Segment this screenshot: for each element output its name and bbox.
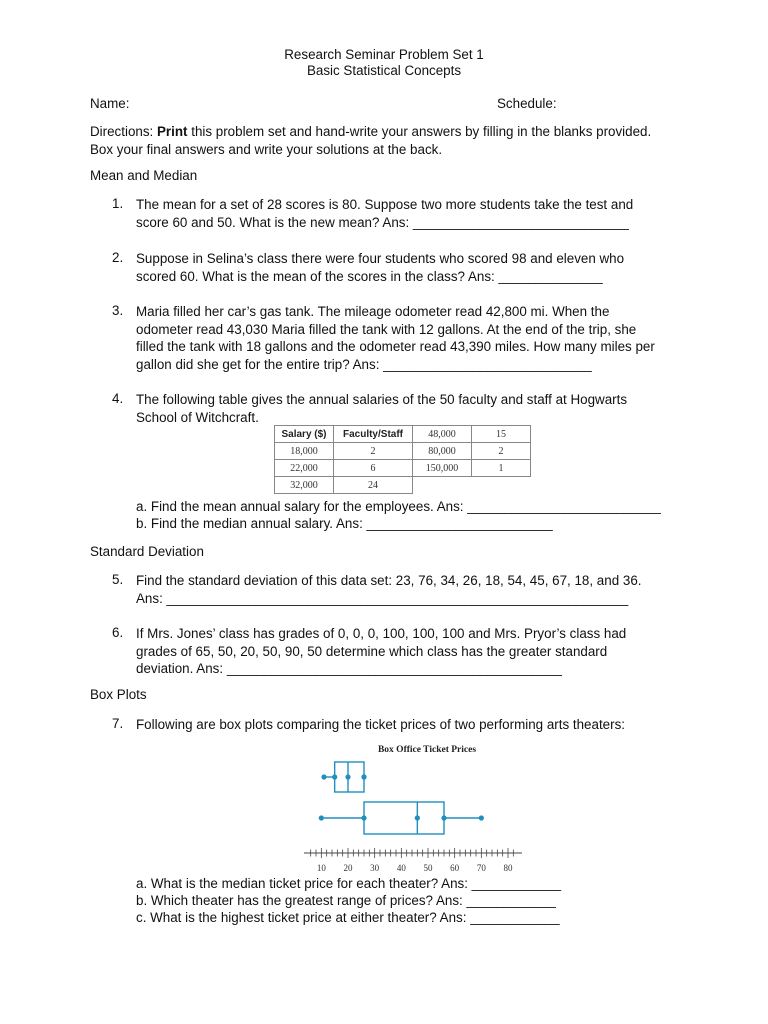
question-number: 3. [112,303,124,318]
question-4b: b. Find the median annual salary. Ans: _________________________ [136,516,553,531]
x-tick-label: 60 [450,863,460,873]
x-tick-label: 10 [316,863,326,873]
directions-lead: Directions: [90,124,157,139]
box-plot-chart [300,738,530,876]
table-header-faculty-staff: Faculty/Staff [334,426,413,443]
table-cell: 150,000 [413,460,472,477]
directions [90,123,690,158]
question-line: odometer read 43,030 Maria filled the tank with 12 gallons. At the end of the trip, she [136,321,637,337]
question-line: scored 60. What is the mean of the scores in the class? Ans: ______________ [136,268,603,284]
question-line: The following table gives the annual salaries of the 50 faculty and staff at Hogwarts [136,392,628,407]
table-cell: 80,000 [413,443,472,460]
question-line: If Mrs. Jones’ class has grades of 0, 0, 0, 100, 100, 100 and Mrs. Pryor’s class had [136,626,627,641]
x-tick-label: 20 [343,863,353,873]
question-number: 1. [112,196,124,211]
question-line: Maria filled her car’s gas tank. The mileage odometer read 42,800 mi. When the [136,304,610,319]
table-cell: 15 [472,426,531,443]
table-cell: 18,000 [275,443,334,460]
directions-line1: this problem set and hand-write your answers by filling in the blanks provided. [187,124,652,139]
section-mean-median: Mean and Median [90,168,198,183]
x-tick-label: 40 [396,863,406,873]
question-line: filled the tank with 18 gallons and the odometer read 43,390 miles. How many miles per [136,339,655,354]
question-number: 4. [112,391,124,406]
question-line: gallon did she get for the entire trip? Ans: ____________________________ [136,356,592,372]
question-7a: a. What is the median ticket price for each theater? Ans: ____________ [136,876,562,891]
point-q1 [361,815,366,820]
question-7b: b. Which theater has the greatest range of prices? Ans: ____________ [136,893,556,908]
table-cell: 22,000 [275,460,334,477]
point-min [319,815,324,820]
directions-bold-print: Print [156,124,188,139]
table-cell: 2 [472,443,531,460]
question-line: Find the standard deviation of this data set: 23, 76, 34, 26, 18, 54, 45, 67, 18, and 36. [136,573,642,588]
x-tick-label: 70 [476,863,486,873]
question-line: Ans: ______________________________________________________________ [136,590,629,606]
question-line: score 60 and 50. What is the new mean? Ans: _____________________________ [136,214,629,230]
table-row [275,477,531,494]
point-max [361,774,366,779]
table-cell: 6 [334,460,413,477]
point-median [345,774,350,779]
box-plot-2 [319,802,484,834]
question-line: The mean for a set of 28 scores is 80. Suppose two more students take the test and [136,197,634,212]
point-max [479,815,484,820]
table-cell: 48,000 [413,426,472,443]
page-subtitle: Basic Statistical Concepts [306,63,462,78]
table-cell: 32,000 [275,477,334,494]
x-tick-label: 50 [423,863,433,873]
schedule-label: Schedule: [497,96,557,111]
name-label: Name: [90,96,130,111]
question-line: deviation. Ans: _____________________________________________ [136,661,562,676]
table-cell-empty [472,477,531,494]
x-tick-label: 30 [370,863,380,873]
point-min [321,774,326,779]
section-box-plots: Box Plots [90,687,147,702]
table-cell: 24 [334,477,413,494]
table-cell: 1 [472,460,531,477]
page-title: Research Seminar Problem Set 1 [284,47,484,62]
question-line: School of Witchcraft. [136,409,259,425]
point-median [415,815,420,820]
table-cell: 2 [334,443,413,460]
question-line: Suppose in Selina’s class there were four students who scored 98 and eleven who [136,251,625,266]
section-standard-deviation: Standard Deviation [90,544,204,559]
x-tick-label: 80 [503,863,513,873]
question-4a: a. Find the mean annual salary for the employees. Ans: __________________________ [136,499,661,514]
directions-line2: Box your final answers and write your solutions at the back. [90,141,443,157]
table-header-row [275,426,531,443]
chart-title: Box Office Ticket Prices [377,745,477,755]
point-q1 [332,774,337,779]
question-number: 7. [112,716,124,731]
question-number: 5. [112,572,124,587]
question-7c: c. What is the highest ticket price at either theater? Ans: ____________ [136,910,560,925]
table-header-salary: Salary ($) [275,426,334,443]
question-line: grades of 65, 50, 20, 50, 90, 50 determine which class has the greater standard [136,643,608,659]
question-number: 6. [112,625,124,640]
table-row [275,443,531,460]
question-number: 2. [112,250,124,265]
question-line: Following are box plots comparing the ticket prices of two performing arts theaters: [136,717,625,732]
point-q3 [441,815,446,820]
box [364,802,444,834]
salary-table [274,425,531,494]
box-plot-1 [321,762,366,792]
table-cell-empty [413,477,472,494]
table-row [275,460,531,477]
